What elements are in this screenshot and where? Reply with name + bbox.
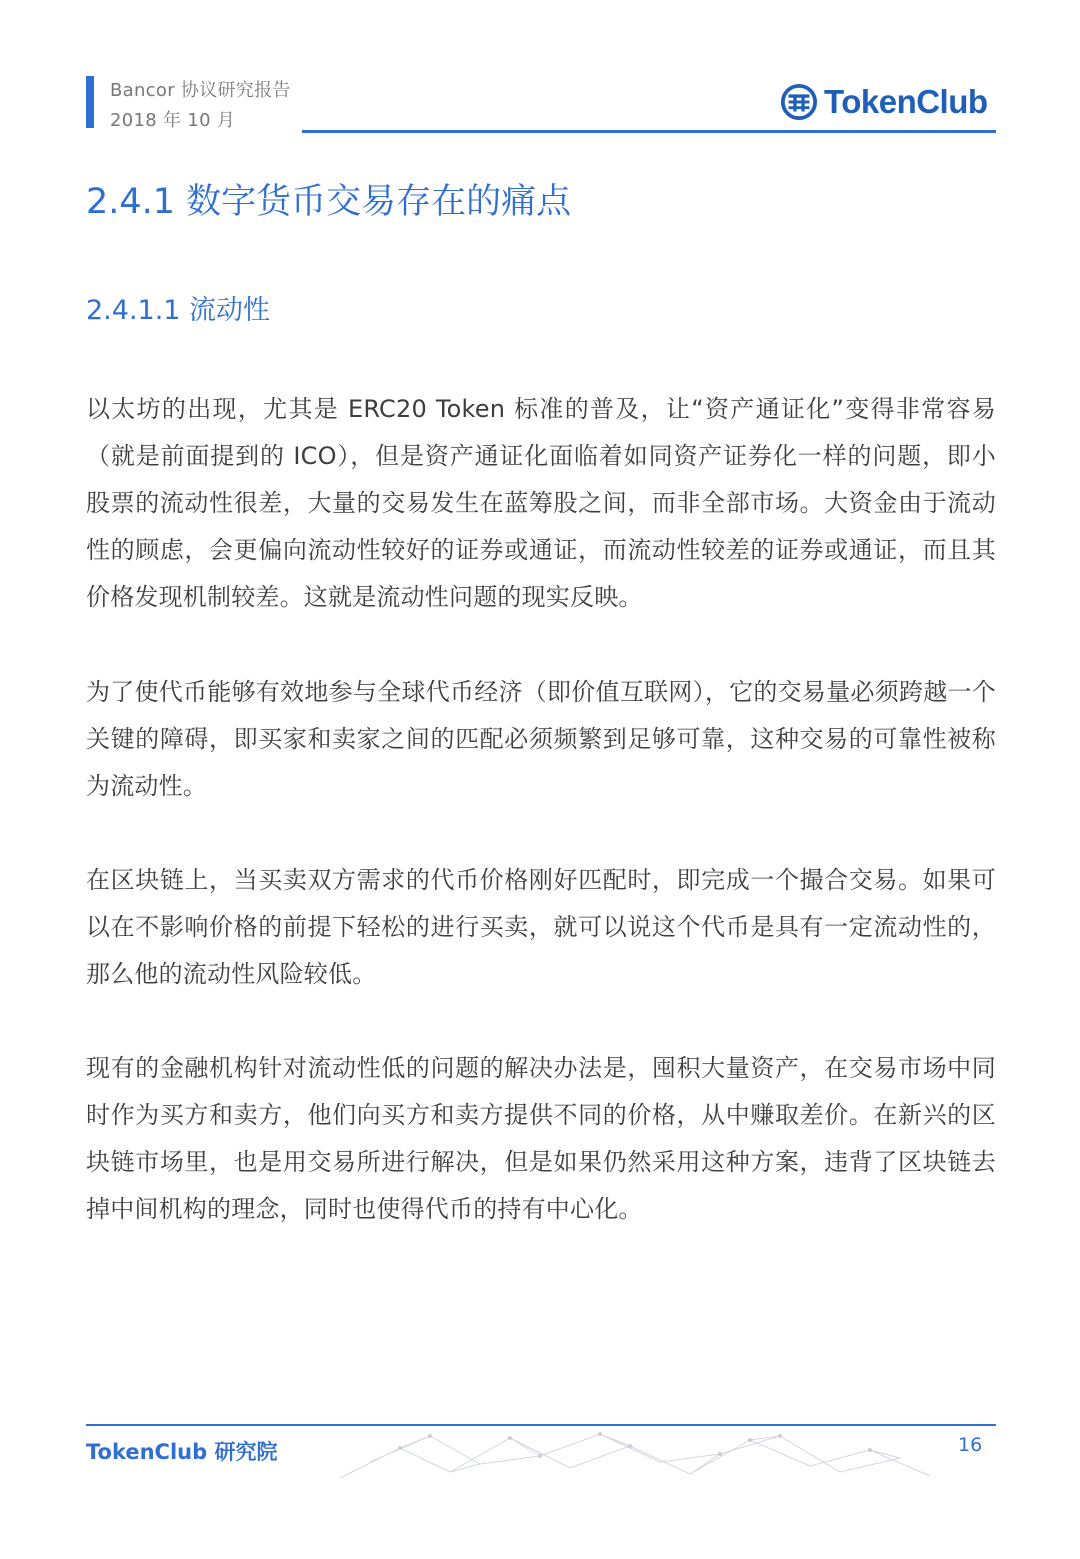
section-heading: 2.4.1 数字货币交易存在的痛点 — [86, 182, 572, 222]
body-paragraph-4: 现有的金融机构针对流动性低的问题的解决办法是，囤积大量资产，在交易市场中同时作为买方和卖方，他们向买方和卖方提供不同的价格，从中赚取差价。在新兴的区块链市场里，也是用交易所进行解决，但是如果仍然采用这种方案，违背了区块链去掉中间机构的理念，同时也使得代币的持有中心化。 — [86, 1054, 996, 1223]
header-divider — [302, 130, 996, 133]
logo-wordmark: TokenClub — [824, 83, 988, 120]
page-number: 16 — [958, 1434, 983, 1456]
header-doc-title: Bancor 协议研究报告 — [110, 80, 291, 101]
body-paragraph-3: 在区块链上，当买卖双方需求的代币价格刚好匹配时，即完成一个撮合交易。如果可以在不影响价格的前提下轻松的进行买卖，就可以说这个代币是具有一定流动性的，那么他的流动性风险较低。 — [86, 866, 996, 988]
body-paragraph-1: 以太坊的出现，尤其是 ERC20 Token 标准的普及，让“资产通证化”变得非常容易（就是前面提到的 ICO），但是资产通证化面临着如同资产证券化一样的问题，即小股票的流动性很差，大量的交易发生在蓝筹股之间，而非全部市场。大资金由于流动性的顾虑，会更偏向流动性较好的证券或通证，而流动性较差的证券或通证，而且其价格发现机制较差。这就是流动性问题的现实反映。 — [86, 395, 996, 611]
footer-divider — [86, 1424, 996, 1426]
header-accent-bar — [86, 76, 94, 128]
subsection-heading: 2.4.1.1 流动性 — [86, 295, 271, 326]
footer-brand: TokenClub 研究院 — [86, 1440, 278, 1464]
tokenclub-logo — [780, 82, 988, 122]
header-date: 2018 年 10 月 — [110, 110, 236, 131]
tokenclub-logo-icon — [780, 83, 818, 121]
network-decoration-icon — [330, 1428, 950, 1484]
body-paragraph-2: 为了使代币能够有效地参与全球代币经济（即价值互联网），它的交易量必须跨越一个关键的障碍，即买家和卖家之间的匹配必须频繁到足够可靠，这种交易的可靠性被称为流动性。 — [86, 678, 996, 800]
